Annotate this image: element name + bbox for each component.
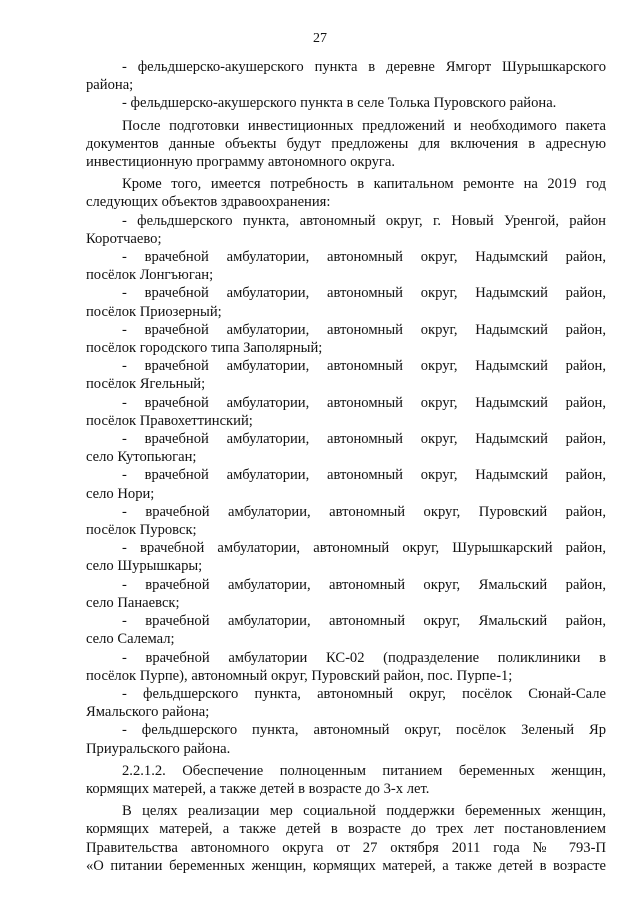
text-line: посёлок Пуровск; — [86, 522, 197, 539]
text-line: Коротчаево; — [86, 230, 162, 247]
text-line: - фельдшерского пункта, автономный округ, г. Новый Уренгой, район — [122, 212, 606, 229]
text-line: района; — [86, 77, 134, 94]
text-line: - врачебной амбулатории, автономный округ, Надымский район, — [122, 358, 606, 375]
text-line: В целях реализации мер социальной поддержки беременных женщин, — [122, 803, 606, 820]
text-line: посёлок Ягельный; — [86, 376, 206, 393]
text-line: Кроме того, имеется потребность в капитальном ремонте на 2019 год — [122, 176, 606, 193]
text-line: 2.2.1.2. Обеспечение полноценным питанием беременных женщин, — [122, 762, 606, 779]
page-number: 27 — [313, 31, 327, 46]
text-line: посёлок Правохеттинский; — [86, 412, 253, 429]
text-line: посёлок городского типа Заполярный; — [86, 340, 323, 357]
text-line: посёлок Пурпе), автономный округ, Пуровский район, пос. Пурпе-1; — [86, 667, 513, 684]
text-line: - фельдшерского пункта, автономный округ, посёлок Сюнай-Сале — [122, 685, 606, 702]
text-line: Ямальского района; — [86, 704, 210, 721]
text-line: - фельдшерско-акушерского пункта в деревне Ямгорт Шурышкарского — [122, 59, 606, 75]
text-line: село Салемал; — [86, 631, 175, 648]
text-line: - фельдшерско-акушерского пункта в селе Толька Пуровского района. — [122, 95, 557, 112]
text-line: село Кутопьюган; — [86, 449, 197, 466]
text-line: - врачебной амбулатории, автономный округ, Надымский район, — [122, 321, 606, 338]
text-line: - врачебной амбулатории, автономный округ, Надымский район, — [122, 431, 606, 448]
text-line: село Панаевск; — [86, 594, 180, 611]
text-line: - врачебной амбулатории, автономный округ, Ямальский район, — [122, 613, 606, 630]
text-line: - врачебной амбулатории, автономный округ, Надымский район, — [122, 467, 606, 484]
text-line: - врачебной амбулатории, автономный округ, Надымский район, — [122, 285, 606, 302]
document-body — [86, 58, 606, 875]
text-line: - врачебной амбулатории, автономный округ, Надымский район, — [122, 394, 606, 411]
text-line: село Нори; — [86, 485, 155, 502]
text-line: инвестиционную программу автономного округа. — [86, 154, 396, 171]
text-line: - врачебной амбулатории, автономный округ, Ямальский район, — [122, 576, 606, 593]
text-line: село Шурышкары; — [86, 558, 203, 575]
text-line: - врачебной амбулатории КС-02 (подразделение поликлиники в — [122, 649, 606, 666]
text-line: - врачебной амбулатории, автономный округ, Надымский район, — [122, 249, 606, 266]
text-line: - фельдшерского пункта, автономный округ, посёлок Зеленый Яр — [122, 722, 606, 739]
text-line: документов данные объекты будут предложены для включения в адресную — [86, 135, 606, 152]
text-line: После подготовки инвестиционных предложений и необходимого пакета — [122, 117, 606, 134]
text-line: «О питании беременных женщин, кормящих матерей, а также детей в возрасте — [86, 857, 606, 874]
text-line: - врачебной амбулатории, автономный округ, Шурышкарский район, — [122, 540, 606, 557]
text-line: кормящих матерей, а также детей в возрасте до трех лет постановлением — [86, 821, 606, 838]
text-line: - врачебной амбулатории, автономный округ, Пуровский район, — [122, 503, 606, 520]
text-line: Приуральского района. — [86, 740, 231, 757]
text-line: кормящих матерей, а также детей в возрасте до 3-х лет. — [86, 780, 430, 797]
text-line: посёлок Лонгъюган; — [86, 267, 214, 284]
text-line: следующих объектов здравоохранения: — [86, 194, 331, 211]
text-line: Правительства автономного округа от 27 октября 2011 года № 793-П — [86, 839, 606, 856]
text-line: посёлок Приозерный; — [86, 303, 222, 320]
